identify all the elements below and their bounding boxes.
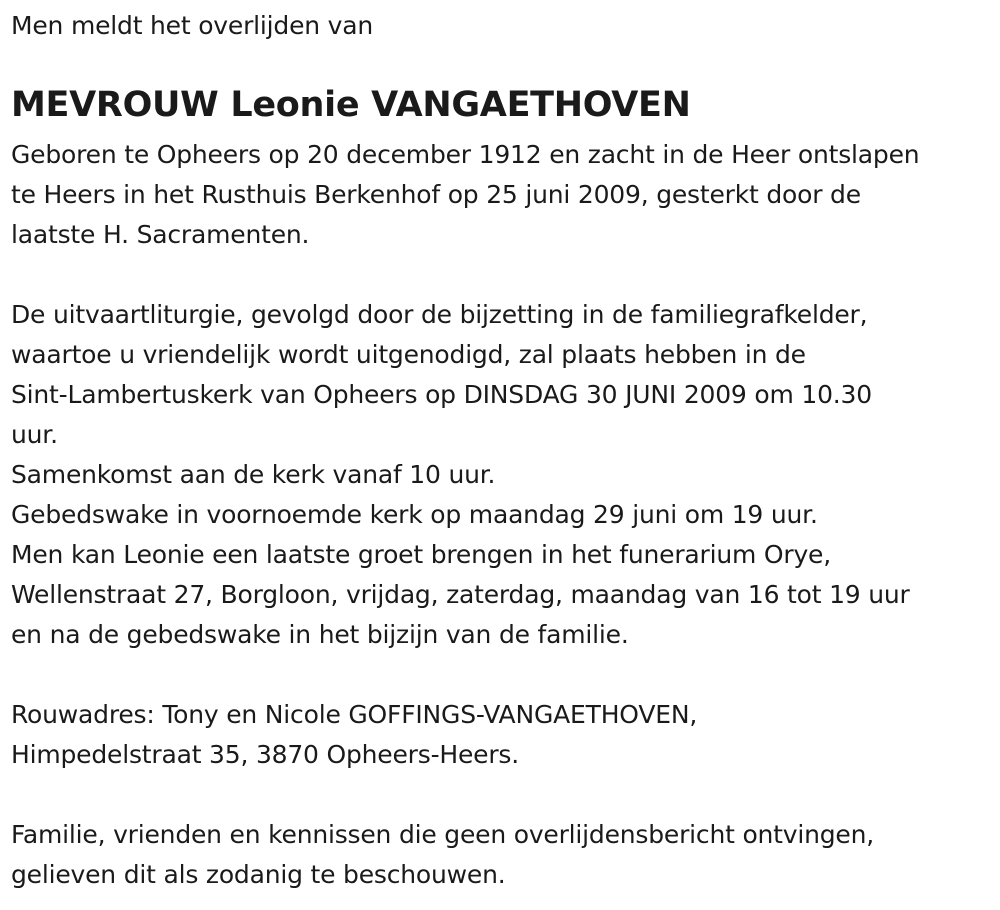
paragraph-line: waartoe u vriendelijk wordt uitgenodigd, zal plaats hebben in de — [11, 340, 806, 369]
paragraph-line: Himpedelstraat 35, 3870 Opheers-Heers. — [11, 740, 520, 769]
paragraph-line: te Heers in het Rusthuis Berkenhof op 25 juni 2009, gesterkt door de — [11, 180, 861, 209]
paragraph-line: en na de gebedswake in het bijzijn van de familie. — [11, 620, 629, 649]
birth-death-paragraph — [11, 135, 919, 255]
paragraph-line: laatste H. Sacramenten. — [11, 220, 310, 249]
ceremony-paragraph — [11, 295, 910, 655]
paragraph-line: uur. — [11, 420, 58, 449]
paragraph-line: Samenkomst aan de kerk vanaf 10 uur. — [11, 460, 496, 489]
paragraph-line: gelieven dit als zodanig te beschouwen. — [11, 860, 506, 889]
paragraph-line: Gebedswake in voornoemde kerk op maandag 29 juni om 19 uur. — [11, 500, 818, 529]
paragraph-line: Familie, vrienden en kennissen die geen overlijdensbericht ontvingen, — [11, 820, 875, 849]
deceased-name: MEVROUW Leonie VANGAETHOVEN — [11, 85, 691, 125]
closing-paragraph — [11, 815, 874, 895]
paragraph-line: Wellenstraat 27, Borgloon, vrijdag, zaterdag, maandag van 16 tot 19 uur — [11, 580, 910, 609]
paragraph-line: Sint-Lambertuskerk van Opheers op DINSDAG 30 JUNI 2009 om 10.30 — [11, 380, 872, 409]
paragraph-line: Rouwadres: Tony en Nicole GOFFINGS-VANGAETHOVEN, — [11, 700, 698, 729]
mourning-address-paragraph — [11, 695, 697, 775]
paragraph-line: Men kan Leonie een laatste groet brengen in het funerarium Orye, — [11, 540, 831, 569]
intro-text: Men meldt het overlijden van — [11, 11, 374, 40]
paragraph-line: De uitvaartliturgie, gevolgd door de bijzetting in de familiegrafkelder, — [11, 300, 868, 329]
paragraph-line: Geboren te Opheers op 20 december 1912 en zacht in de Heer ontslapen — [11, 140, 920, 169]
